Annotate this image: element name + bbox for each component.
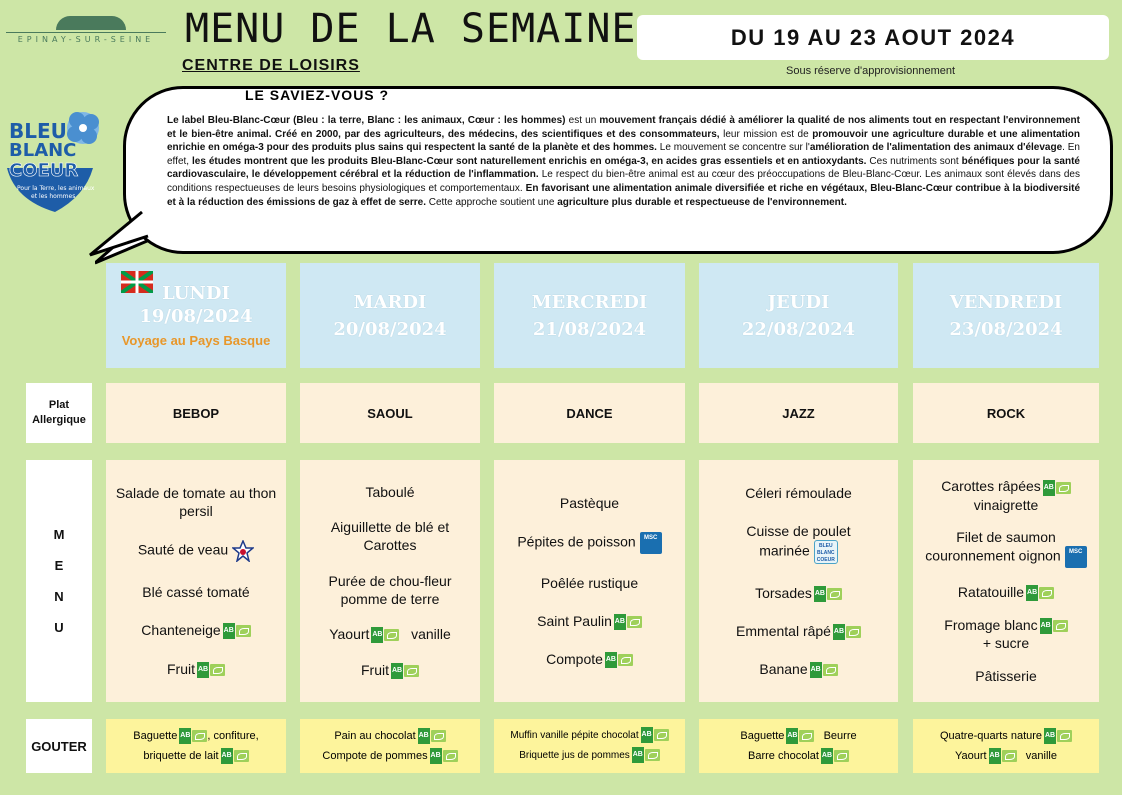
bio-label-icon: AB (1044, 728, 1072, 744)
svg-text:Pour la Terre, les animaux: Pour la Terre, les animaux (17, 185, 95, 192)
menu-item: Banane AB (759, 660, 837, 678)
day-header-jeudi (699, 263, 898, 368)
gouter-label: GOUTER (26, 719, 92, 773)
bio-label-icon: AB (179, 728, 207, 744)
svg-text:COEUR: COEUR (9, 160, 79, 181)
bio-label-icon: AB (605, 652, 633, 668)
menu-item: Poêlée rustique (540, 574, 639, 591)
day-note: Voyage au Pays Basque (121, 333, 271, 348)
menu-item: Ratatouille AB (958, 583, 1054, 601)
day-name: MERCREDI (531, 291, 648, 313)
day-name: JEUDI (767, 291, 830, 313)
bio-label-icon: AB (391, 663, 419, 679)
menu-item: Saint Paulin AB (537, 612, 642, 630)
bio-label-icon: AB (430, 748, 458, 764)
bubble-heading: LE SAVIEZ-VOUS ? (245, 87, 390, 103)
menu-vendredi (913, 460, 1099, 702)
gouter-jeudi: Baguette AB Beurre Barre chocolat AB (699, 719, 898, 773)
bio-label-icon: AB (641, 727, 669, 743)
day-name: LUNDI (162, 283, 230, 304)
bio-label-icon: AB (1043, 480, 1071, 496)
day-name: VENDREDI (949, 291, 1063, 313)
theme-lundi: BEBOP (106, 383, 286, 443)
day-header-mardi (300, 263, 480, 368)
bio-label-icon: AB (833, 624, 861, 640)
bio-label-icon: AB (221, 748, 249, 764)
bleu-blanc-coeur-logo (5, 108, 105, 218)
menu-mercredi (494, 460, 685, 702)
menu-mardi (300, 460, 480, 702)
city-name: EPINAY-SUR-SEINE (17, 35, 155, 44)
city-logo-hills-icon (56, 16, 126, 30)
label-rouge-icon (232, 540, 254, 562)
bio-label-icon: AB (786, 728, 814, 744)
day-date: 21/08/2024 (532, 318, 647, 340)
menu-item: Fruit AB (167, 660, 225, 678)
gouter-mardi: Pain au chocolat AB Compote de pommes AB (300, 719, 480, 773)
menu-item: Céleri rémoulade (745, 484, 852, 501)
menu-item: Sauté de veau (138, 540, 254, 562)
bio-label-icon: AB (821, 748, 849, 764)
menu-item: Fruit AB (361, 661, 419, 679)
reserve-note: Sous réserve d'approvisionnement (786, 65, 956, 77)
day-header-lundi (106, 263, 286, 368)
bio-label-icon: AB (989, 748, 1017, 764)
menu-item: Fromage blanc AB + sucre (944, 616, 1067, 652)
menu-item: Torsades AB (755, 584, 842, 602)
menu-label: M E N U (26, 460, 92, 702)
bio-label-icon: AB (1040, 618, 1068, 634)
bio-label-icon: AB (814, 586, 842, 602)
bleu-blanc-coeur-icon: BLEU BLANC COEUR (814, 540, 838, 564)
gouter-mercredi: Muffin vanille pépite chocolat AB Briquette jus de pommes AB (494, 719, 685, 773)
day-date: 19/08/2024 (139, 306, 253, 327)
date-range: DU 19 AU 23 AOUT 2024 (637, 15, 1109, 60)
bio-label-icon: AB (197, 662, 225, 678)
day-name: MARDI (353, 291, 427, 313)
menu-item: Emmental râpé AB (736, 622, 861, 640)
day-header-mercredi (494, 263, 685, 368)
menu-item: Cuisse de poulet marinée BLEU BLANC COEUR (746, 522, 851, 563)
menu-item: Pastèque (559, 494, 620, 511)
menu-item: Purée de chou-fleur pomme de terre (328, 572, 452, 607)
city-logo (6, 8, 166, 48)
menu-item: Pépites de poisson MSC (517, 532, 661, 554)
menu-item: Compote AB (546, 650, 633, 668)
page-subtitle: CENTRE DE LOISIRS (182, 57, 360, 74)
svg-text:et les hommes: et les hommes (31, 193, 76, 200)
theme-jeudi: JAZZ (699, 383, 898, 443)
bubble-text: Le label Bleu-Blanc-Cœur (Bleu : la terre, Blanc : les animaux, Cœur : les hommes) est un mouvement français dédié à améliorer la qualité de nos aliments tout en respectant l'environnement et le bien-être animal. Créé en 2000, par des agriculteurs, des médecins, des scientifiques et des consommateurs, leur mission est de promouvoir une agriculture durable et une alimentation enrichie en oméga-3 pour des produits plus sains qui respectent la santé de la planète et des hommes. Le mouvement se concentre sur l'amélioration de l'alimentation des animaux d'élevage. En effet, les études montrent que les produits Bleu-Blanc-Cœur sont naturellement enrichis en oméga-3, en acides gras essentiels et en antioxydants. Ces nutriments sont bénéfiques pour la santé cardiovasculaire, le développement cérébral et la réduction de l'inflammation. Le respect du bien-être animal est au cœur des préoccupations de Bleu-Blanc-Cœur. Les animaux sont élevés dans des conditions respectueuses de leurs besoins physiologiques et comportementaux. En favorisant une alimentation animale diversifiée et riche en végétaux, Bleu-Blanc-Cœur contribue à la biodiversité et à la réduction des émissions de gaz à effet de serre. Cette approche soutient une agriculture plus durable et respectueuse de l'environnement. (167, 115, 1081, 208)
page-title: MENU DE LA SEMAINE (185, 6, 637, 52)
menu-item: Salade de tomate au thon persil (115, 485, 277, 520)
day-date: 23/08/2024 (949, 318, 1063, 340)
svg-text:BLANC: BLANC (9, 140, 77, 161)
svg-text:BLEU: BLEU (9, 119, 67, 143)
bio-label-icon: AB (614, 614, 642, 630)
plat-allergique-label: Plat Allergique (26, 383, 92, 443)
menu-item: Filet de saumon couronnement oignon MSC (921, 528, 1091, 568)
theme-mercredi: DANCE (494, 383, 685, 443)
day-date: 22/08/2024 (741, 318, 856, 340)
day-header-vendredi (913, 263, 1099, 368)
bio-label-icon: AB (1026, 585, 1054, 601)
msc-icon: MSC (1065, 546, 1087, 568)
menu-item: Aiguillette de blé et Carottes (330, 519, 450, 554)
bio-label-icon: AB (418, 728, 446, 744)
menu-item: Yaourt AB vanille (329, 626, 451, 643)
menu-item: Blé cassé tomaté (142, 583, 250, 600)
menu-item: Pâtisserie (975, 667, 1037, 684)
bio-label-icon: AB (810, 662, 838, 678)
menu-item: Taboulé (365, 483, 415, 500)
menu-item: Chanteneige AB (141, 621, 250, 639)
bio-label-icon: AB (371, 627, 399, 643)
theme-mardi: SAOUL (300, 383, 480, 443)
bio-label-icon: AB (632, 747, 660, 763)
basque-flag-icon (121, 271, 153, 293)
gouter-lundi: Baguette AB , confiture, briquette de lait AB (106, 719, 286, 773)
menu-item: Carottes râpées AB vinaigrette (941, 477, 1071, 513)
theme-vendredi: ROCK (913, 383, 1099, 443)
bio-label-icon: AB (223, 623, 251, 639)
menu-lundi (106, 460, 286, 702)
gouter-vendredi: Quatre-quarts nature AB Yaourt AB vanille (913, 719, 1099, 773)
msc-icon: MSC (640, 532, 662, 554)
day-date: 20/08/2024 (333, 318, 447, 340)
menu-jeudi (699, 460, 898, 702)
